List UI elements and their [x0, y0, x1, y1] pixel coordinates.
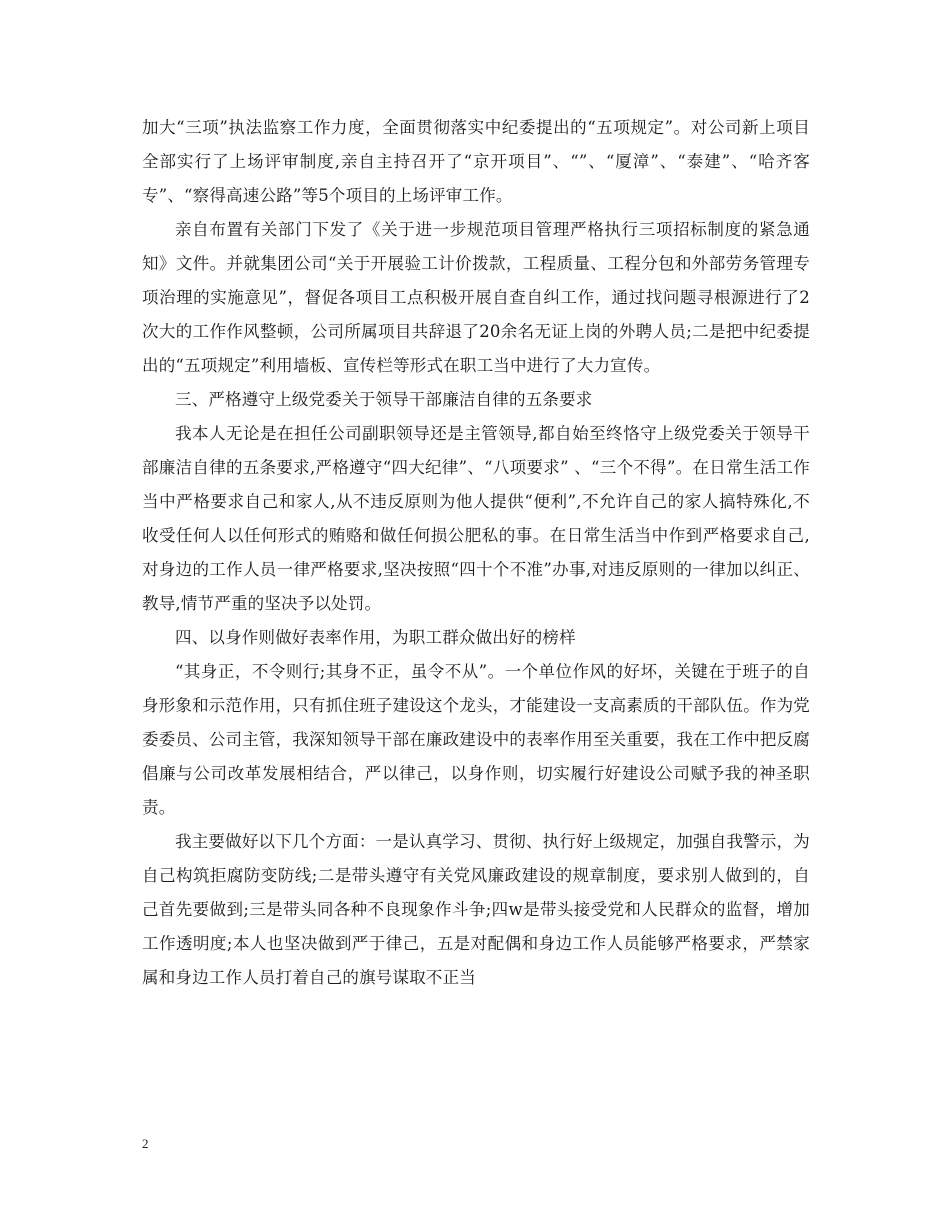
section-heading-4: 四、以身作则做好表率作用，为职工群众做出好的榜样 — [175, 628, 576, 647]
page-number: 2 — [142, 1136, 149, 1151]
paragraph-7: 我主要做好以下几个方面：一是认真学习、贯彻、执行好上级规定，加强自我警示，为自己构筑拒腐防变防线;二是带头遵守有关党风廉政建设的规章制度，要求别人做到的，自己首先要做到;三是带头同各种不良现象作斗争;四w是带头接受党和人民群众的监督，增加工作透明度;本人也坚决做到严于律己，五是对配偶和身边工作人员能够严格要求，严禁家属和身边工作人员打着自己的旗号谋取不正当 — [142, 832, 810, 987]
document-body — [142, 111, 810, 995]
paragraph-2: 亲自布置有关部门下发了《关于进一步规范项目管理严格执行三项招标制度的紧急通知》文件。并就集团公司“关于开展验工计价拨款，工程质量、工程分包和外部劳务管理专项治理的实施意见”，督促各项目工点积极开展自查自纠工作，通过找问题寻根源进行了2次大的工作作风整顿，公司所属项目共辞退了20余名无证上岗的外聘人员;二是把中纪委提出的“五项规定”利用墙板、宣传栏等形式在职工当中进行了大力宣传。 — [142, 220, 810, 375]
section-heading-3: 三、严格遵守上级党委关于领导干部廉洁自律的五条要求 — [175, 390, 593, 409]
paragraph-1: 加大“三项”执法监察工作力度，全面贯彻落实中纪委提出的“五项规定”。对公司新上项目全部实行了上场评审制度,亲自主持召开了“京开项目”、“”、“厦漳”、“泰建”、“哈齐客专”、“察得高速公路”等5个项目的上场评审工作。 — [142, 118, 810, 205]
paragraph-4: 我本人无论是在担任公司副职领导还是主管领导,都自始至终恪守上级党委关于领导干部廉洁自律的五条要求,严格遵守“四大纪律”、“八项要求” 、“三个不得”。在日常生活工作当中严格要求自己和家人,从不违反原则为他人提供“便利”,不允许自己的家人搞特殊化,不收受任何人以任何形式的贿赂和做任何损公肥私的事。在日常生活当中作到严格要求自己,对身边的工作人员一律严格要求,坚决按照“四十个不准”办事,对违反原则的一律加以纠正、教导,情节严重的坚决予以处罚。 — [142, 424, 810, 613]
paragraph-6: “其身正，不令则行;其身不正，虽令不从”。一个单位作风的好坏，关键在于班子的自身形象和示范作用，只有抓住班子建设这个龙头，才能建设一支高素质的干部队伍。作为党委委员、公司主管，我深知领导干部在廉政建设中的表率作用至关重要，我在工作中把反腐倡廉与公司改革发展相结合，严以律己，以身作则，切实履行好建设公司赋予我的神圣职责。 — [142, 662, 810, 817]
